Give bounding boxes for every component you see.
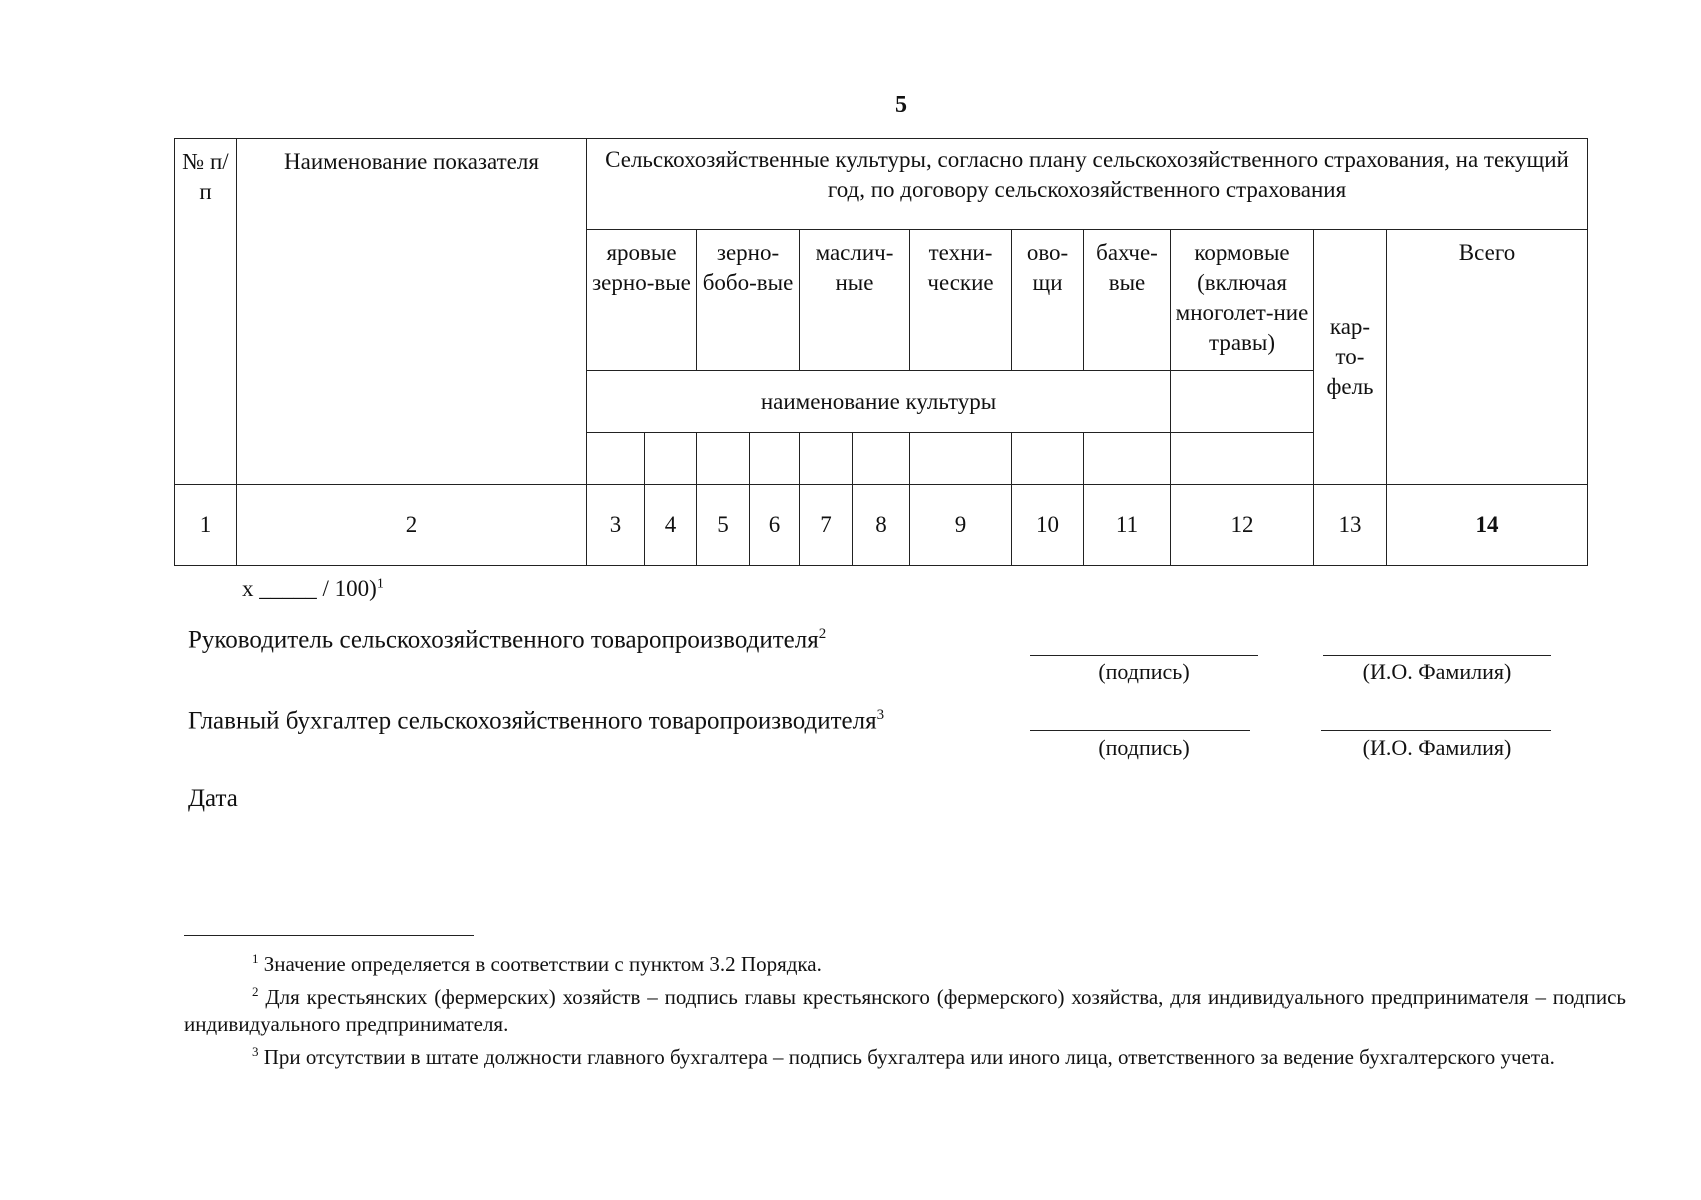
footnote-number: 2 (252, 984, 259, 999)
column-number: 12 (1171, 485, 1314, 566)
crop-name-cell (697, 433, 750, 485)
header-crop-vegetables: ово-щи (1012, 230, 1084, 371)
signature-label-text: Главный бухгалтер сельскохозяйственного товаропроизводителя (188, 707, 877, 735)
column-number: 3 (587, 485, 645, 566)
column-number: 5 (697, 485, 750, 566)
header-row-number: № п/п (175, 139, 237, 485)
footnotes (184, 945, 1626, 1071)
crop-name-cell (645, 433, 697, 485)
name-caption: (И.О. Фамилия) (1362, 659, 1512, 684)
crop-name-cell (853, 433, 910, 485)
header-indicator-name: Наименование показателя (237, 139, 587, 485)
signature-label-head (188, 626, 826, 654)
footnote-separator (184, 935, 474, 936)
column-number: 14 (1387, 485, 1588, 566)
column-number: 2 (237, 485, 587, 566)
signature-caption: (подпись) (1098, 659, 1190, 684)
footnote-number: 3 (252, 1044, 259, 1059)
footnote-number: 1 (252, 951, 259, 966)
footnote-text: Для крестьянских (фермерских) хозяйств – подпись главы крестьянского (фермерского) хозяйства, для индивидуального предпринимателя – подпись индивидуального предпринимателя. (184, 985, 1626, 1036)
crop-name-cell (1084, 433, 1171, 485)
footnote-3 (184, 1038, 1626, 1071)
crops-table (174, 138, 1588, 566)
column-number: 11 (1084, 485, 1171, 566)
formula-text: x _____ / 100) (242, 576, 377, 601)
header-crop-fodder: кормовые (включая многолет-ние травы) (1171, 230, 1314, 371)
header-crop-name-fodder (1171, 371, 1314, 433)
footnote-ref: 3 (876, 707, 885, 723)
signature-line-accountant (1030, 730, 1250, 731)
header-crop-melons: бахче-вые (1084, 230, 1171, 371)
footnote-1 (184, 945, 1626, 978)
crop-name-cell (1171, 433, 1314, 485)
header-crop-name-caption: наименование культуры (587, 371, 1171, 433)
column-number: 1 (175, 485, 237, 566)
crop-name-cell (1012, 433, 1084, 485)
column-number: 6 (750, 485, 800, 566)
signature-label-accountant (188, 707, 884, 735)
name-line-head (1323, 655, 1551, 656)
column-number: 4 (645, 485, 697, 566)
page-number: 5 (895, 92, 907, 118)
column-number: 8 (853, 485, 910, 566)
signature-line-head (1030, 655, 1258, 656)
header-crops-caption: Сельскохозяйственные культуры, согласно плану сельскохозяйственного страхования, на текущий год, по договору сельскохозяйственного страхования (587, 139, 1588, 230)
footnote-2 (184, 978, 1626, 1038)
crop-name-cell (587, 433, 645, 485)
footnote-ref: 2 (818, 626, 827, 642)
header-crop-oilseeds: маслич-ные (800, 230, 910, 371)
name-line-accountant (1321, 730, 1551, 731)
header-total: Всего (1387, 230, 1588, 485)
name-caption: (И.О. Фамилия) (1362, 735, 1512, 760)
column-number: 7 (800, 485, 853, 566)
footnote-text: При отсутствии в штате должности главного бухгалтера – подпись бухгалтера или иного лица, ответственного за ведение бухгалтерского учета. (263, 1045, 1555, 1069)
header-crop-spring-grain: яровые зерно-вые (587, 230, 697, 371)
header-crop-industrial: техни-ческие (910, 230, 1012, 371)
column-number: 9 (910, 485, 1012, 566)
formula-fragment (242, 576, 384, 602)
date-label: Дата (188, 785, 238, 812)
signature-caption: (подпись) (1098, 735, 1190, 760)
crop-name-cell (750, 433, 800, 485)
crop-name-cell (800, 433, 853, 485)
header-crop-legumes: зерно-бобо-вые (697, 230, 800, 371)
footnote-text: Значение определяется в соответствии с пунктом 3.2 Порядка. (263, 952, 822, 976)
column-number: 13 (1314, 485, 1387, 566)
column-number: 10 (1012, 485, 1084, 566)
footnote-ref: 1 (376, 576, 384, 592)
header-crop-potato: кар-то-фель (1314, 230, 1387, 485)
signature-label-text: Руководитель сельскохозяйственного товаропроизводителя (188, 626, 819, 654)
crop-name-cell (910, 433, 1012, 485)
